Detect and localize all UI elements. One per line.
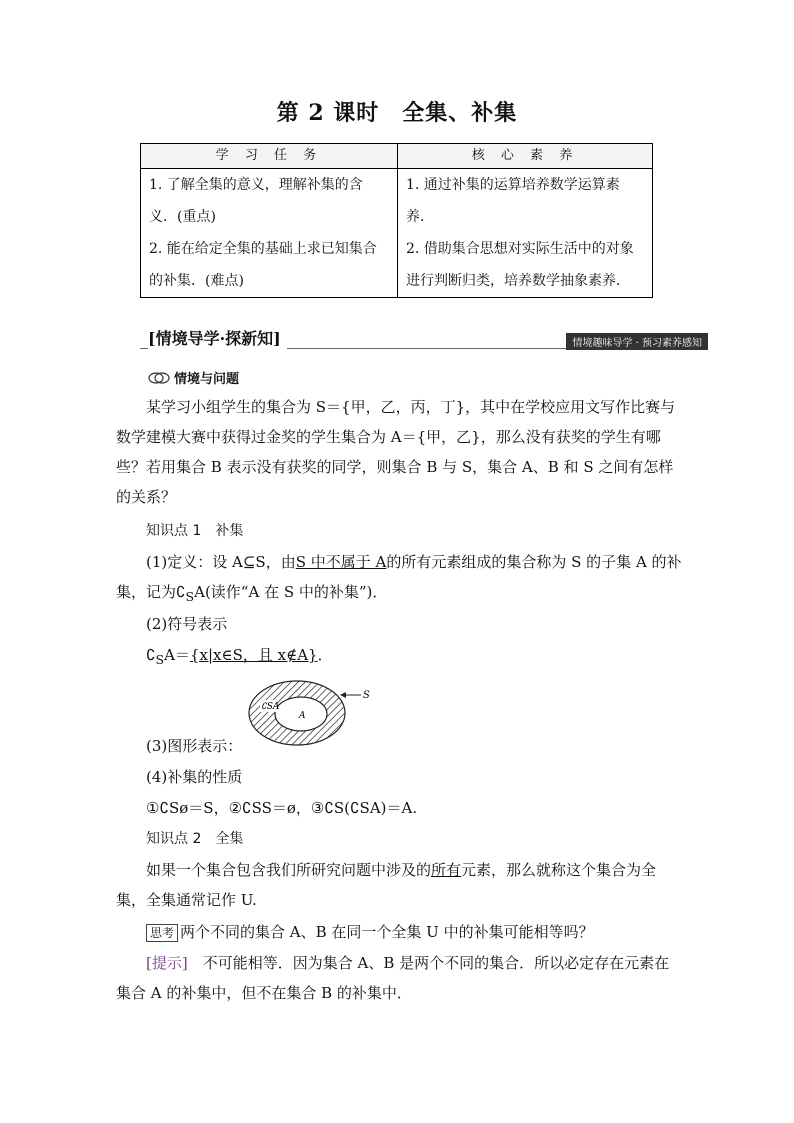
k1-figure-label: (3)图形表示： xyxy=(146,737,243,755)
section-header xyxy=(140,326,708,350)
hint-text: 不可能相等．因为集合 A、B 是两个不同的集合．所以必定存在元素在集合 A 的补集中，但不在集合 B 的补集中． xyxy=(116,954,670,1002)
k1-symbol-formula xyxy=(116,640,684,675)
scenario-icon xyxy=(148,371,170,385)
scenario-text: 某学习小组学生的集合为 S＝{甲，乙，丙，丁}，其中在学校应用文写作比赛与数学建模大赛中获得过金奖的学生集合为 A＝{甲，乙}，那么没有获奖的学生有哪些？若用集合 B 表示没有获奖的同学，则集合 B 与 S，集合 A、B 和 S 之间有怎样的关系？ xyxy=(116,398,676,506)
think-question xyxy=(146,917,684,947)
venn-label-outer: S xyxy=(363,690,370,701)
sym-underline: {x|x∈S，且 x∉A} xyxy=(189,646,318,664)
table-header-literacy: 核 心 素 养 xyxy=(398,144,653,169)
task-item-1: 1. 了解全集的意义，理解补集的含义．(重点) xyxy=(149,177,363,225)
literacy-item-2: 2. 借助集合思想对实际生活中的对象进行判断归类，培养数学抽象素养． xyxy=(406,241,634,289)
task-table xyxy=(140,143,653,298)
table-header-tasks: 学 习 任 务 xyxy=(141,144,398,169)
hint-tag: [提示] xyxy=(146,954,188,972)
k2-part-b: 元素，那么就称这个集合为全集，全集通常记作 U. xyxy=(116,861,657,909)
k1-property-list: ①∁Sø＝S，②∁SS＝ø，③∁S(∁SA)＝A. xyxy=(146,799,418,817)
k1-symbol-heading: (2)符号表示 xyxy=(146,615,228,633)
task-item-2: 2. 能在给定全集的基础上求已知集合的补集．(难点) xyxy=(149,241,377,289)
def-part-a: (1)定义：设 A⊆S，由 xyxy=(146,553,296,571)
page-title: 第 2 课时 全集、补集 xyxy=(276,100,518,126)
def-part-b: 的所有元素组成的集合称为 S 的子集 A 的补集，记为∁ xyxy=(116,553,682,601)
sym-mid: A＝ xyxy=(164,646,190,664)
k2-underline: 所有 xyxy=(431,861,462,879)
sym-pre: ∁ xyxy=(146,646,156,664)
venn-arrowhead xyxy=(340,692,346,698)
literacy-cell xyxy=(398,169,653,298)
k1-definition xyxy=(116,547,684,612)
def-part-c: A(读作“A 在 S 中的补集”)． xyxy=(194,583,388,601)
k2-text xyxy=(116,855,684,915)
think-tag: 思考 xyxy=(146,924,178,942)
subsection-heading xyxy=(148,368,239,387)
section-tag: 情境趣味导学 · 预习素养感知 xyxy=(566,333,708,350)
subsection-label: 情境与问题 xyxy=(174,372,240,387)
knowledge-1-heading: 知识点 1 补集 xyxy=(146,523,244,539)
def-subscript: S xyxy=(185,589,195,604)
section-title: [情境导学·探新知] xyxy=(148,326,287,349)
sym-end: ． xyxy=(317,646,333,664)
def-underline: S 中不属于 A xyxy=(295,553,387,571)
sym-sub: S xyxy=(155,652,165,667)
think-text: 两个不同的集合 A、B 在同一个全集 U 中的补集可能相等吗？ xyxy=(180,923,594,941)
knowledge-2-heading: 知识点 2 全集 xyxy=(146,831,244,847)
task-cell xyxy=(141,169,398,298)
venn-label-inner: A xyxy=(299,711,306,721)
literacy-item-1: 1. 通过补集的运算培养数学运算素养． xyxy=(406,177,620,225)
venn-label-complement: ∁SA xyxy=(261,702,280,712)
hint-block xyxy=(116,948,684,1008)
k1-property-heading: (4)补集的性质 xyxy=(146,768,243,786)
k2-part-a: 如果一个集合包含我们所研究问题中涉及的 xyxy=(146,861,432,879)
